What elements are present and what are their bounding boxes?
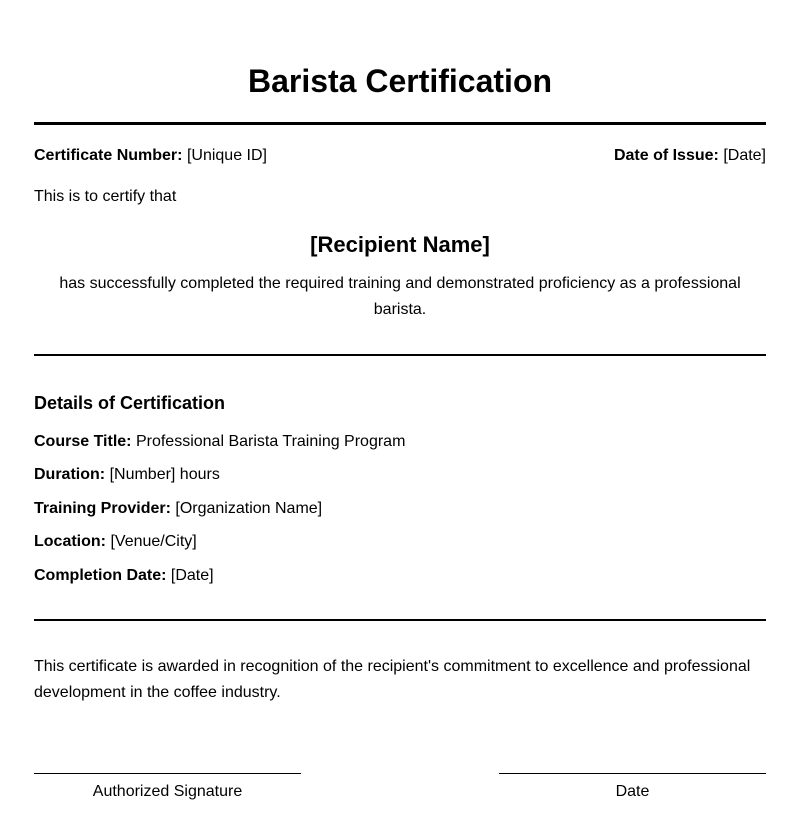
detail-completion-date xyxy=(34,566,214,586)
completion-statement: has successfully completed the required training and demonstrated proficiency as a professional barista. xyxy=(59,275,741,318)
detail-duration xyxy=(34,465,220,485)
date-line[interactable] xyxy=(499,773,766,774)
date-of-issue-value: [Date] xyxy=(723,147,766,164)
detail-course-title xyxy=(34,432,405,452)
signature-block xyxy=(34,773,301,802)
detail-label: Location: xyxy=(34,533,106,550)
award-statement: This certificate is awarded in recognition of the recipient's commitment to excellence and professional development in the coffee industry. xyxy=(34,658,751,701)
detail-value: [Venue/City] xyxy=(110,533,197,550)
date-signature-block xyxy=(499,773,766,802)
section-divider-2 xyxy=(34,619,766,621)
detail-value: [Organization Name] xyxy=(175,500,323,517)
certificate-number-value: [Unique ID] xyxy=(186,147,267,164)
section-divider-1 xyxy=(34,354,766,356)
intro-text: This is to certify that xyxy=(34,188,177,205)
date-label: Date xyxy=(615,783,650,800)
recipient-name: [Recipient Name] xyxy=(310,232,490,257)
details-heading: Details of Certification xyxy=(34,393,226,413)
date-of-issue xyxy=(614,146,766,166)
certificate-title: Barista Certification xyxy=(247,63,553,99)
certificate-number-label: Certificate Number: xyxy=(34,147,183,164)
detail-value: Professional Barista Training Program xyxy=(135,433,406,450)
certificate-page xyxy=(34,0,766,839)
date-of-issue-label: Date of Issue: xyxy=(613,147,719,164)
detail-label: Completion Date: xyxy=(34,567,167,584)
detail-training-provider xyxy=(34,499,322,519)
detail-label: Course Title: xyxy=(34,433,132,450)
detail-location xyxy=(34,532,197,552)
detail-label: Duration: xyxy=(34,466,106,483)
signature-line[interactable] xyxy=(34,773,301,774)
detail-label: Training Provider: xyxy=(34,500,171,517)
signature-label: Authorized Signature xyxy=(92,783,243,800)
title-divider xyxy=(34,122,766,125)
detail-value: [Number] hours xyxy=(109,466,220,483)
certificate-number xyxy=(34,146,267,166)
detail-value: [Date] xyxy=(170,567,214,584)
